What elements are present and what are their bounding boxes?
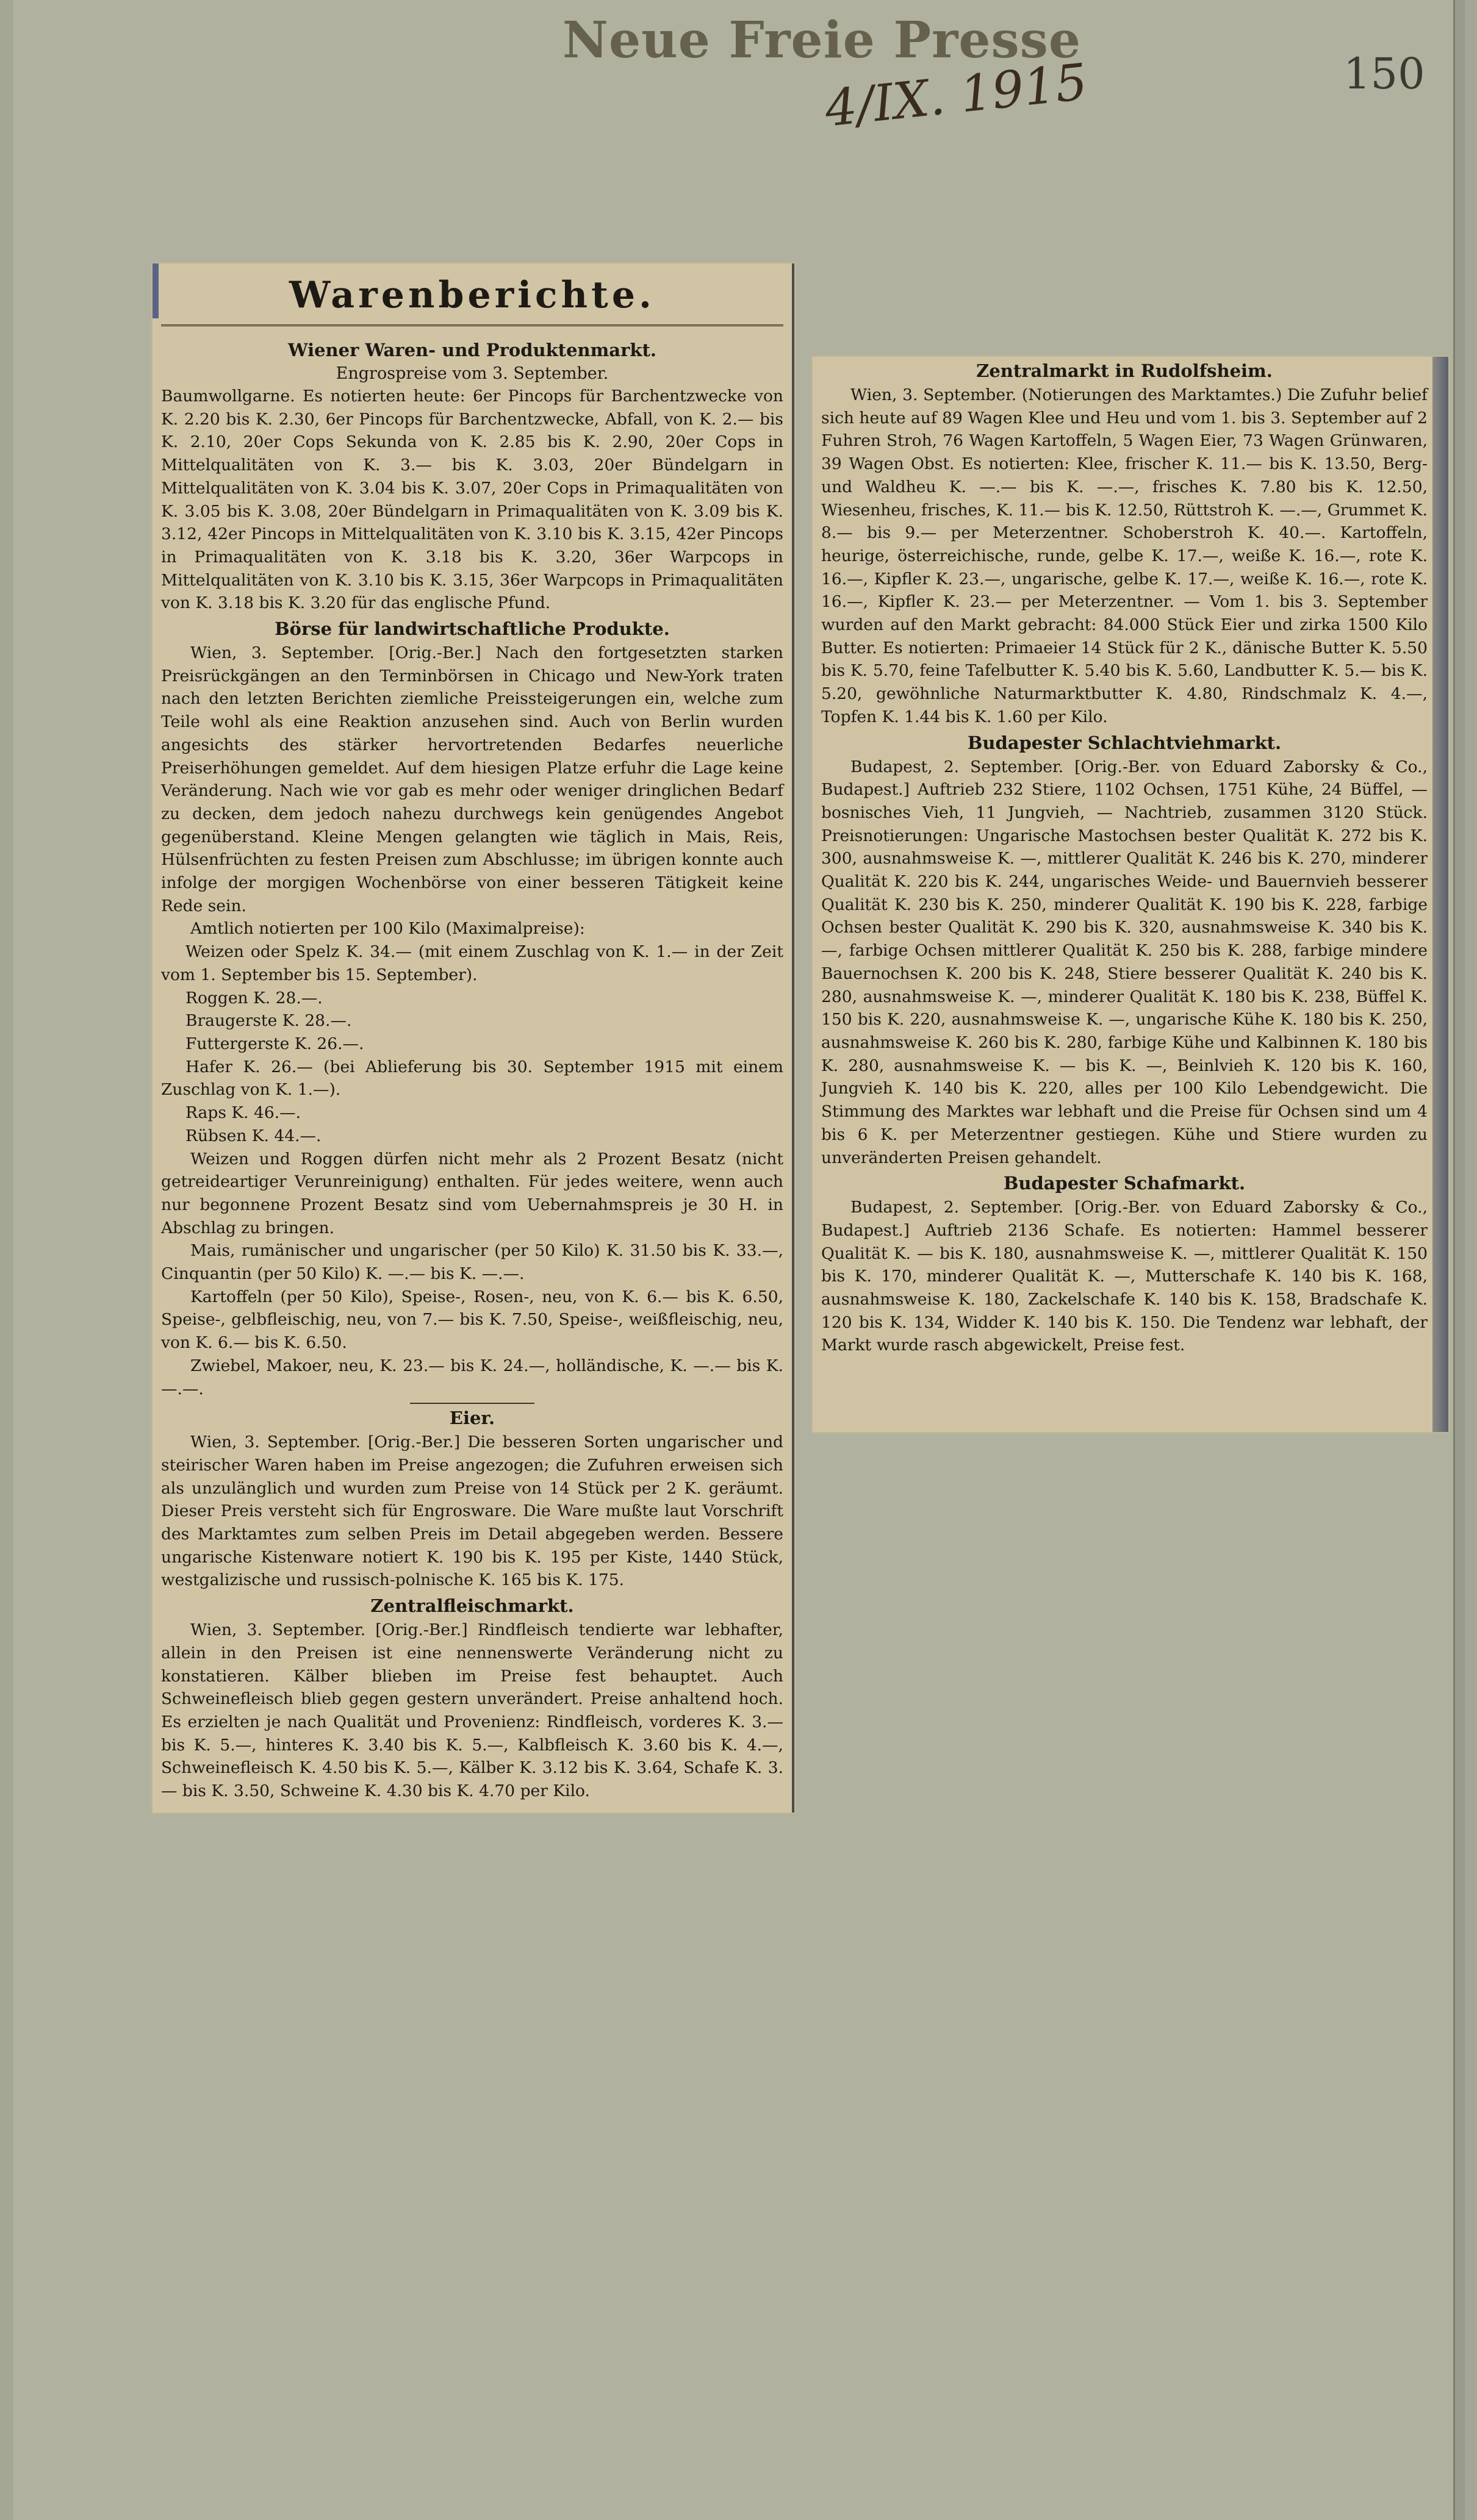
right-column [821, 357, 1428, 1357]
paragraph: Amtlich notierten per 100 Kilo (Maximalpreise): [190, 919, 585, 939]
price-item: Roggen K. 28.—. [185, 988, 323, 1008]
price-item: Hafer K. 26.— (bei Ablieferung bis 30. September 1915 mit einem Zuschlag von K. 1.—). [161, 1057, 783, 1100]
section-divider [410, 1403, 534, 1404]
clipping-left [153, 263, 794, 1813]
price-item: Rübsen K. 44.—. [185, 1126, 322, 1145]
clip-edge [792, 263, 794, 1813]
price-item: Futtergerste K. 26.—. [185, 1034, 364, 1053]
handwritten-date: 4/IX. 1915 [822, 53, 1090, 138]
section-heading: Budapester Schafmarkt. [1003, 1173, 1246, 1194]
newspaper-masthead: Neue Freie Presse [562, 11, 1082, 70]
section-heading: Wiener Waren- und Produktenmarkt. [288, 340, 656, 360]
price-item: Weizen oder Spelz K. 34.— (mit einem Zuschlag von K. 1.— in der Zeit vom 1. September bis 15. September). [161, 942, 783, 984]
paragraph: Wien, 3. September. [Orig.-Ber.] Nach den fortgesetzten starken Preisrückgängen an den Terminbörsen in Chicago und New-York traten nach den letzten Berichten ziemliche Preissteigerungen ein, welche zum Teile wohl als eine Reaktion anzusehen sind. Auch von Berlin wurden angesichts des stärker hervortretenden Bedarfes neuerliche Preiserhöhungen gemeldet. Auf dem hiesigen Platze erfuhr die Lage keine Veränderung. Nach wie vor gab es mehr oder weniger dringlichen Bedarf zu decken, dem jedoch nahezu durchwegs kein genügendes Angebot gegenüberstand. Kleine Mengen gelangten wie täglich in Mais, Reis, Hülsenfrüchten zu festen Preisen zum Abschlusse; im übrigen konnte auch infolge der morgigen Wochenbörse von einer besseren Tätigkeit keine Rede sein. [161, 643, 783, 915]
sheet-edge [1453, 0, 1465, 2520]
clip-edge [1432, 357, 1448, 1432]
section-heading: Zentralfleischmarkt. [370, 1595, 574, 1617]
section-heading: Zentralmarkt in Rudolfsheim. [976, 360, 1273, 381]
section-heading: Börse für landwirtschaftliche Produkte. [275, 618, 670, 640]
paragraph: Budapest, 2. September. [Orig.-Ber. von Eduard Zaborsky & Co., Budapest.] Auftrieb 2136 Schafe. Es notierten: Hammel besserer Qualität K. — bis K. 180, ausnahmsweise K. —, mittlerer Qualität K. 150 bis K. 170, minderer Qualität K. —, Mutterschafe K. 140 bis K. 168, ausnahmsweise K. 180, Zackelschafe K. 140 bis K. 158, Bradschafe K. 120 bis K. 134, Widder K. 140 bis K. 150. Die Tendenz war lebhaft, der Markt wurde rasch abgewickelt, Preise fest. [821, 1198, 1428, 1355]
paragraph: Wien, 3. September. [Orig.-Ber.] Die besseren Sorten ungarischer und steirischer Waren haben im Preise angezogen; die Zufuhren erweisen sich als unzulänglich und wurden zum Preise von 14 Stück per 2 K. geräumt. Dieser Preis versteht sich für Engrosware. Die Ware mußte laut Vorschrift des Marktamtes zum selben Preis im Detail abgegeben werden. Bessere ungarische Kistenware notiert K. 190 bis K. 195 per Kiste, 1440 Stück, westgalizische und russisch-polnische K. 165 bis K. 175. [161, 1433, 783, 1590]
article-title: Warenberichte. [161, 270, 783, 326]
archive-sheet [13, 0, 1464, 2520]
paragraph: Wien, 3. September. [Orig.-Ber.] Rindfleisch tendierte war lebhafter, allein in den Preisen ist eine nennenswerte Veränderung nicht zu konstatieren. Kälber blieben im Preise fest behauptet. Auch Schweinefleisch blieb gegen gestern unverändert. Preise anhaltend hoch. Es erzielten je nach Qualität und Provenienz: Rindfleisch, vorderes K. 3.— bis K. 5.—, hinteres K. 3.40 bis K. 5.—, Kalbfleisch K. 3.60 bis K. 4.—, Schweinefleisch K. 4.50 bis K. 5.—, Kälber K. 3.12 bis K. 3.64, Schafe K. 3.— bis K. 3.50, Schweine K. 4.30 bis K. 4.70 per Kilo. [161, 1620, 783, 1801]
section-subheading: Engrospreise vom 3. September. [336, 364, 609, 383]
section-heading: Budapester Schlachtviehmarkt. [967, 732, 1282, 753]
page-number: 150 [1343, 49, 1425, 99]
paragraph: Zwiebel, Makoer, neu, K. 23.— bis K. 24.—, holländische, K. —.— bis K. —.—. [161, 1356, 783, 1398]
paragraph: Baumwollgarne. Es notierten heute: 6er Pincops für Barchentzwecke von K. 2.20 bis K. 2.30, 6er Pincops für Barchentzwecke, Abfall, von K. 2.— bis K. 2.10, 20er Cops Sekunda von K. 2.85 bis K. 2.90, 20er Cops in Mittelqualitäten von K. 3.— bis K. 3.03, 20er Bündelgarn in Mittelqualitäten von K. 3.04 bis K. 3.07, 20er Cops in Primaqualitäten von K. 3.05 bis K. 3.08, 20er Bündelgarn in Primaqualitäten von K. 3.09 bis K. 3.12, 42er Pincops in Mittelqualitäten von K. 3.10 bis K. 3.15, 42er Pincops in Primaqualitäten von K. 3.18 bis K. 3.20, 36er Warpcops in Mittelqualitäten von K. 3.10 bis K. 3.15, 36er Warpcops in Primaqualitäten von K. 3.18 bis K. 3.20 für das englische Pfund. [161, 387, 783, 613]
section-heading: Eier. [449, 1408, 495, 1429]
price-item: Braugerste K. 28.—. [185, 1011, 352, 1031]
paragraph: Wien, 3. September. (Notierungen des Marktamtes.) Die Zufuhr belief sich heute auf 89 Wagen Klee und Heu und vom 1. bis 3. September auf 2 Fuhren Stroh, 76 Wagen Kartoffeln, 5 Wagen Eier, 73 Wagen Grünwaren, 39 Wagen Obst. Es notierten: Klee, frischer K. 11.— bis K. 13.50, Berg- und Waldheu K. —.— bis K. —.—, frisches K. 7.80 bis K. 12.50, Wiesenheu, frisches, K. 11.— bis K. 12.50, Rüttstroh K. —.—, Grummet K. 8.— bis 9.— per Meterzentner. Schoberstroh K. 40.—. Kartoffeln, heurige, österreichische, runde, gelbe K. 17.—, weiße K. 16.—, rote K. 16.—, Kipfler K. 23.—, ungarische, gelbe K. 17.—, weiße K. 16.—, rote K. 16.—, Kipfler K. 23.— per Meterzentner. — Vom 1. bis 3. September wurden auf den Markt gebracht: 84.000 Stück Eier und zirka 1500 Kilo Butter. Es notierten: Primaeier 14 Stück für 2 K., dänische Butter K. 5.50 bis K. 5.70, feine Tafelbutter K. 5.40 bis K. 5.60, Landbutter K. 5.— bis K. 5.20, gewöhnliche Naturmarktbutter K. 4.80, Rindschmalz K. 4.—, Topfen K. 1.44 bis K. 1.60 per Kilo. [821, 385, 1428, 726]
price-item: Raps K. 46.—. [185, 1103, 301, 1123]
clip-marker [153, 263, 159, 318]
paragraph: Kartoffeln (per 50 Kilo), Speise-, Rosen-, neu, von K. 6.— bis K. 6.50, Speise-, gelbfleischig, neu, von 7.— bis K. 7.50, Speise-, weißfleischig, neu, von K. 6.— bis K. 6.50. [161, 1287, 783, 1353]
left-column [161, 263, 783, 1803]
clipping-right [813, 357, 1448, 1432]
paragraph: Weizen und Roggen dürfen nicht mehr als 2 Prozent Besatz (nicht getreideartiger Verunreinigung) enthalten. Für jedes weitere, wenn auch nur begonnene Prozent Besatz sind vom Uebernahmspreis je 30 H. in Abschlag zu bringen. [161, 1149, 783, 1237]
paragraph: Budapest, 2. September. [Orig.-Ber. von Eduard Zaborsky & Co., Budapest.] Auftrieb 232 Stiere, 1102 Ochsen, 1751 Kühe, 24 Büffel, — bosnisches Vieh, 11 Jungvieh, — Nachtrieb, zusammen 3120 Stück. Preisnotierungen: Ungarische Mastochsen bester Qualität K. 272 bis K. 300, ausnahmsweise K. —, mittlerer Qualität K. 246 bis K. 270, minderer Qualität K. 220 bis K. 244, ungarisches Weide- und Bauernvieh besserer Qualität K. 230 bis K. 250, minderer Qualität K. 190 bis K. 228, farbige Ochsen bester Qualität K. 290 bis K. 320, ausnahmsweise K. 340 bis K. —, farbige Ochsen mittlerer Qualität K. 250 bis K. 288, farbige mindere Bauernochsen K. 200 bis K. 248, Stiere besserer Qualität K. 240 bis K. 280, ausnahmsweise K. —, minderer Qualität K. 180 bis K. 238, Büffel K. 150 bis K. 220, ausnahmsweise K. —, ungarische Kühe K. 180 bis K. 250, ausnahmsweise K. 260 bis K. 280, farbige Kühe und Kalbinnen K. 180 bis K. 280, ausnahmsweise K. — bis K. —, Beinlvieh K. 120 bis K. 160, Jungvieh K. 140 bis K. 220, alles per 100 Kilo Lebendgewicht. Die Stimmung des Marktes war lebhaft und die Preise für Ochsen sind um 4 bis 6 K. per Meterzentner gestiegen. Kühe und Stiere wurden zu unveränderten Preisen gehandelt. [821, 757, 1428, 1167]
paragraph: Mais, rumänischer und ungarischer (per 50 Kilo) K. 31.50 bis K. 33.—, Cinquantin (per 50 Kilo) K. —.— bis K. —.—. [161, 1241, 783, 1284]
